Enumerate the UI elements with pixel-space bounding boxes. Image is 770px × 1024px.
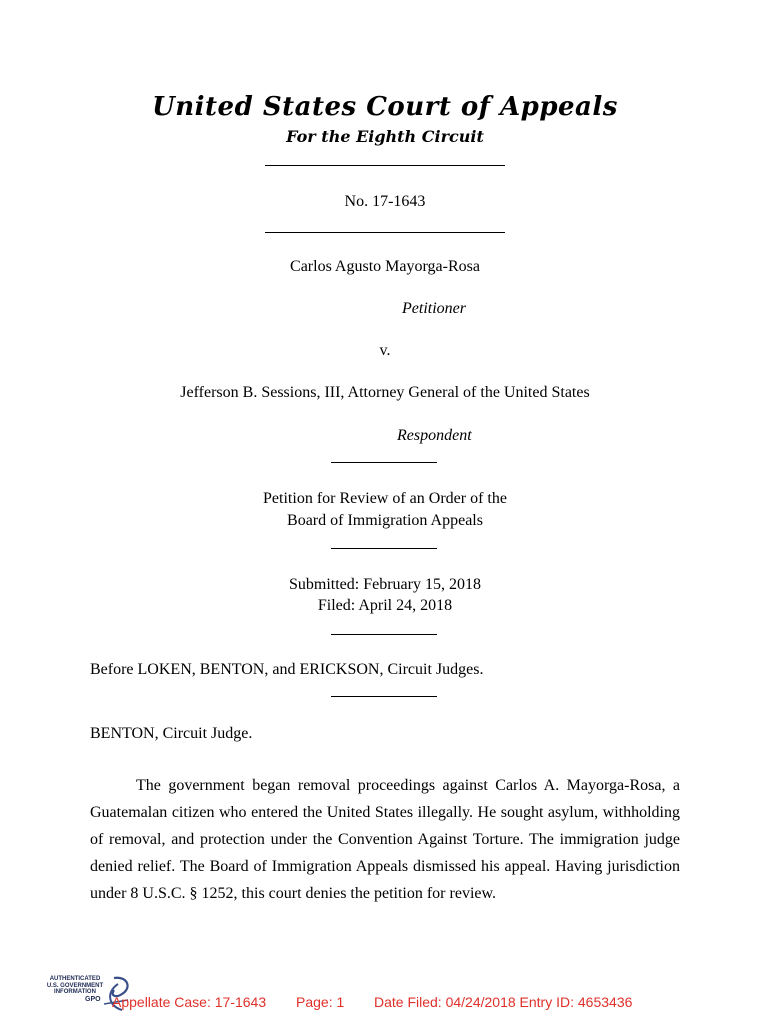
filed-date: Filed: April 24, 2018	[317, 597, 453, 614]
petitioner-role: Petitioner	[402, 300, 466, 317]
opinion-paragraph: The government began removal proceedings against Carlos A. Mayorga-Rosa, a Guatemalan citizen who entered the United States illegally. He sought asylum, withholding of removal, and protection under the Convention Against Torture. The immigration judge denied relief. The Board of Immigration Appeals dismissed his appeal. Having jurisdiction under 8 U.S.C. § 1252, this court denies the petition for review.	[90, 777, 680, 902]
footer-page: Page: 1	[296, 994, 345, 1010]
divider	[331, 548, 437, 549]
divider	[265, 232, 505, 233]
respondent-name: Jefferson B. Sessions, III, Attorney General of the United States	[180, 384, 590, 401]
divider	[331, 462, 437, 463]
court-title: United States Court of Appeals	[152, 92, 618, 122]
divider	[331, 634, 437, 635]
respondent-role: Respondent	[397, 427, 472, 444]
panel-judges: Before LOKEN, BENTON, and ERICKSON, Circuit Judges.	[90, 661, 484, 678]
case-number: No. 17-1643	[344, 193, 426, 210]
court-subtitle: For the Eighth Circuit	[286, 127, 484, 146]
seal-text: AUTHENTICATED	[49, 976, 101, 982]
seal-text: INFORMATION	[54, 989, 96, 995]
submitted-date: Submitted: February 15, 2018	[289, 576, 481, 593]
seal-gpo-label: GPO	[85, 996, 101, 1003]
petitioner-name: Carlos Agusto Mayorga-Rosa	[290, 258, 480, 275]
petition-description: Board of Immigration Appeals	[287, 512, 483, 529]
divider	[331, 696, 437, 697]
seal-text: U.S. GOVERNMENT	[46, 982, 104, 989]
versus: v.	[379, 342, 391, 359]
divider	[265, 165, 505, 166]
footer-date-entry: Date Filed: 04/24/2018 Entry ID: 4653436	[374, 994, 633, 1010]
petition-description: Petition for Review of an Order of the	[263, 490, 507, 507]
opinion-author: BENTON, Circuit Judge.	[90, 725, 253, 742]
footer-appellate-case: Appellate Case: 17-1643	[112, 994, 267, 1010]
